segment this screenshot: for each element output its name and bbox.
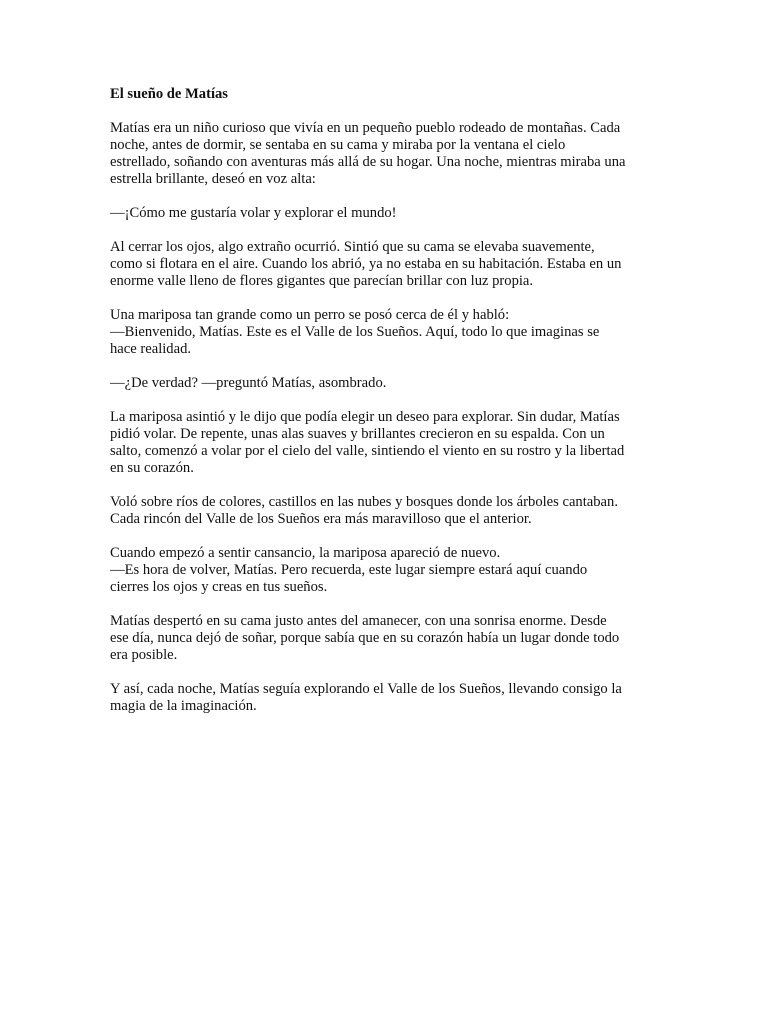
text-line: Matías era un niño curioso que vivía en un pequeño pueblo rodeado de montañas. Cada	[110, 120, 621, 136]
document-page	[110, 86, 670, 732]
text-line: magia de la imaginación.	[110, 698, 257, 714]
text-line: La mariposa asintió y le dijo que podía elegir un deseo para explorar. Sin dudar, Matías	[110, 409, 620, 425]
text-line: Una mariposa tan grande como un perro se posó cerca de él y habló:	[110, 307, 510, 323]
text-line: enorme valle lleno de flores gigantes que parecían brillar con luz propia.	[110, 273, 534, 289]
paragraph	[110, 681, 670, 715]
paragraph	[110, 120, 670, 188]
text-line: en su corazón.	[110, 460, 194, 476]
text-line: era posible.	[110, 647, 178, 663]
text-line: noche, antes de dormir, se sentaba en su cama y miraba por la ventana el cielo	[110, 137, 566, 153]
text-line: —Es hora de volver, Matías. Pero recuerda, este lugar siempre estará aquí cuando	[110, 562, 588, 578]
paragraph	[110, 205, 670, 222]
paragraph	[110, 375, 670, 392]
paragraph	[110, 409, 670, 477]
text-line: como si flotara en el aire. Cuando los abrió, ya no estaba en su habitación. Estaba en un	[110, 256, 622, 272]
text-line: Cada rincón del Valle de los Sueños era más maravilloso que el anterior.	[110, 511, 532, 527]
text-line: —¡Cómo me gustaría volar y explorar el mundo!	[110, 205, 397, 221]
text-line: cierres los ojos y creas en tus sueños.	[110, 579, 328, 595]
document-title: El sueño de Matías	[110, 86, 228, 102]
text-line: hace realidad.	[110, 341, 192, 357]
text-line: —Bienvenido, Matías. Este es el Valle de los Sueños. Aquí, todo lo que imaginas se	[110, 324, 600, 340]
text-line: salto, comenzó a volar por el cielo del valle, sintiendo el viento en su rostro y la libertad	[110, 443, 625, 459]
paragraph	[110, 494, 670, 528]
text-line: Al cerrar los ojos, algo extraño ocurrió. Sintió que su cama se elevaba suavemente,	[110, 239, 595, 255]
paragraph	[110, 613, 670, 664]
text-line: Voló sobre ríos de colores, castillos en las nubes y bosques donde los árboles cantaban.	[110, 494, 618, 510]
text-line: estrellado, soñando con aventuras más allá de su hogar. Una noche, mientras miraba una	[110, 154, 626, 170]
text-line: Cuando empezó a sentir cansancio, la mariposa apareció de nuevo.	[110, 545, 501, 561]
paragraph	[110, 239, 670, 290]
text-line: Matías despertó en su cama justo antes del amanecer, con una sonrisa enorme. Desde	[110, 613, 607, 629]
text-line: estrella brillante, deseó en voz alta:	[110, 171, 316, 187]
text-line: ese día, nunca dejó de soñar, porque sabía que en su corazón había un lugar donde todo	[110, 630, 620, 646]
text-line: pidió volar. De repente, unas alas suaves y brillantes crecieron en su espalda. Con un	[110, 426, 605, 442]
paragraph	[110, 307, 670, 358]
paragraph	[110, 545, 670, 596]
text-line: —¿De verdad? —preguntó Matías, asombrado.	[110, 375, 387, 391]
text-line: Y así, cada noche, Matías seguía explorando el Valle de los Sueños, llevando consigo la	[110, 681, 622, 697]
